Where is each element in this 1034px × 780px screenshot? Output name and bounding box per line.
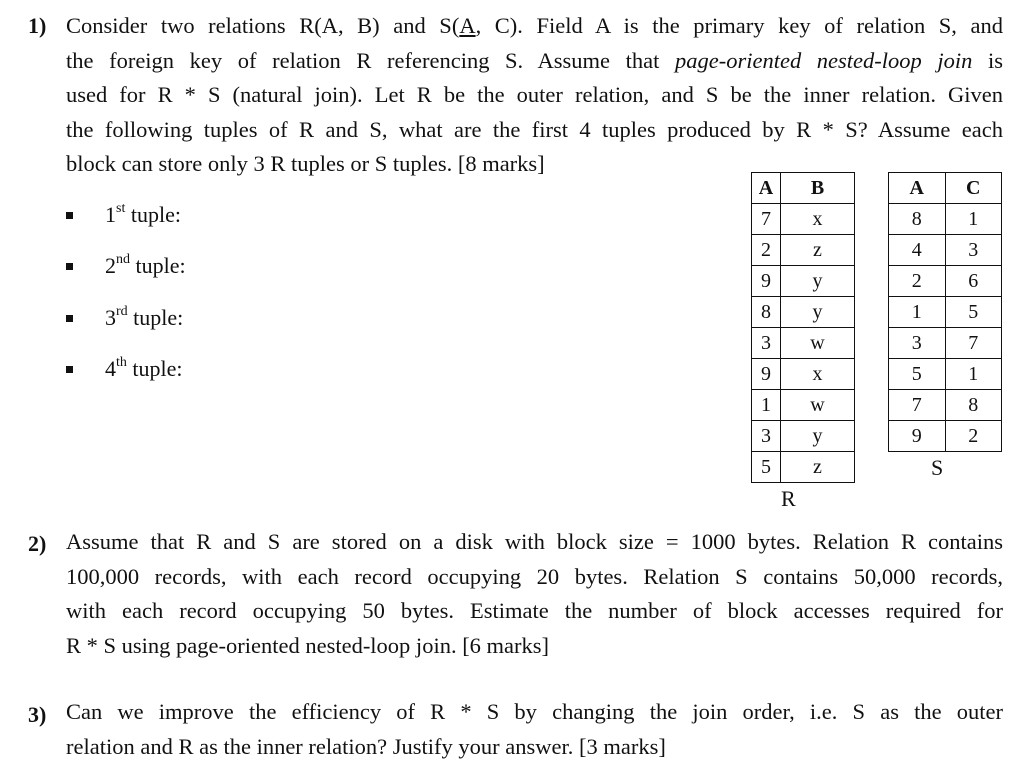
q1-line-5: block can store only 3 R tuples or S tuples. [8 marks] — [66, 151, 545, 176]
tuple-2-sup: nd — [116, 251, 130, 267]
relation-s-cell-c: 1 — [945, 359, 1002, 390]
relation-r-header-a: A — [752, 173, 781, 204]
tuple-1-label — [105, 202, 181, 228]
q1-text — [66, 9, 1003, 182]
relation-r-cell-b: z — [781, 452, 855, 483]
relation-r-cell-a: 7 — [752, 204, 781, 235]
relation-s-row — [889, 328, 1002, 359]
relation-r-row — [752, 328, 855, 359]
relation-r-cell-a: 9 — [752, 359, 781, 390]
relation-r-row — [752, 421, 855, 452]
tuple-2-ord: 2 — [105, 253, 116, 278]
relation-r-cell-b: y — [781, 266, 855, 297]
relation-s-cell-c: 7 — [945, 328, 1002, 359]
bullet-icon — [66, 263, 73, 270]
relation-r-cell-b: w — [781, 328, 855, 359]
relation-r-cell-a: 8 — [752, 297, 781, 328]
tuple-3-ord: 3 — [105, 305, 116, 330]
relation-s-cell-a: 1 — [889, 297, 946, 328]
bullet-icon — [66, 366, 73, 373]
relation-r-body — [752, 204, 855, 483]
relation-r-row — [752, 390, 855, 421]
q2-line-1: Assume that R and S are stored on a disk with block size = 1000 bytes. Relation R contains — [66, 529, 1003, 554]
q1-line-4: the following tuples of R and S, what are the first 4 tuples produced by R * S? Assume each — [66, 116, 1003, 142]
tuple-4-label — [105, 356, 183, 382]
relation-r-cell-a: 1 — [752, 390, 781, 421]
relation-s-cell-a: 9 — [889, 421, 946, 452]
relation-s-cell-c: 6 — [945, 266, 1002, 297]
q1-line-2-head: the foreign key of relation R referencing S. Assume that — [66, 47, 675, 73]
relation-r-cell-a: 5 — [752, 452, 781, 483]
tuple-4-sup: th — [116, 354, 127, 370]
relation-s-body — [889, 204, 1002, 452]
relation-s-header-a: A — [889, 173, 946, 204]
tuple-4-text: tuple: — [126, 356, 183, 381]
relation-s-row — [889, 421, 1002, 452]
relation-r-row — [752, 297, 855, 328]
q3-line-1: Can we improve the efficiency of R * S by changing the join order, i.e. S as the outer — [66, 699, 1003, 724]
q1-line-2 — [66, 44, 1003, 79]
tuple-1-text: tuple: — [125, 202, 181, 227]
primary-key-underline: A — [459, 13, 476, 38]
relation-r-table — [751, 172, 855, 483]
relation-s-caption: S — [931, 455, 944, 480]
relation-r-row — [752, 235, 855, 266]
relation-s-table — [888, 172, 1002, 452]
relation-s-cell-a: 5 — [889, 359, 946, 390]
tuple-3-sup: rd — [116, 303, 128, 319]
tuple-2-text: tuple: — [130, 253, 186, 278]
relation-s-cell-c: 8 — [945, 390, 1002, 421]
q1-line-1: Consider two relations R(A, B) and S(A, C). Field A is the primary key of relation S, and — [66, 13, 1003, 38]
relation-r-cell-a: 9 — [752, 266, 781, 297]
q1-italic-term: page-oriented nested-loop join — [674, 47, 973, 73]
bullet-icon — [66, 212, 73, 219]
q1-number: 1) — [28, 13, 47, 38]
relation-r-caption: R — [781, 486, 796, 511]
relation-r-header-b: B — [781, 173, 855, 204]
relation-r-cell-b: x — [781, 359, 855, 390]
relation-s-row — [889, 266, 1002, 297]
relation-s-cell-a: 8 — [889, 204, 946, 235]
relation-s-header-c: C — [945, 173, 1002, 204]
q2-line-4: R * S using page-oriented nested-loop join. [6 marks] — [66, 632, 550, 658]
q3-number: 3) — [28, 702, 47, 727]
relation-s-cell-c: 3 — [945, 235, 1002, 266]
tuple-1-ord: 1 — [105, 202, 116, 227]
tuple-2-label — [105, 253, 186, 279]
relation-r-cell-b: y — [781, 421, 855, 452]
relation-s-row — [889, 297, 1002, 328]
tuple-3-label — [105, 305, 183, 331]
q2-line-3: with each record occupying 50 bytes. Estimate the number of block accesses required for — [66, 598, 1003, 623]
q3-text — [66, 695, 1003, 764]
relation-r-cell-b: z — [781, 235, 855, 266]
relation-r-row — [752, 452, 855, 483]
bullet-icon — [66, 315, 73, 322]
tuple-3-text: tuple: — [127, 305, 184, 330]
relation-r-row — [752, 359, 855, 390]
relation-s-cell-c: 1 — [945, 204, 1002, 235]
relation-r-cell-b: w — [781, 390, 855, 421]
q2-line-2: 100,000 records, with each record occupying 20 bytes. Relation S contains 50,000 records, — [66, 563, 1003, 589]
relation-s-header-row — [889, 173, 1002, 204]
relation-r-cell-a: 3 — [752, 328, 781, 359]
tuple-4-ord: 4 — [105, 356, 116, 381]
relation-s-cell-a: 4 — [889, 235, 946, 266]
q1-line-2-tail: is — [972, 47, 1003, 73]
q2-text — [66, 525, 1003, 663]
relation-r-row — [752, 204, 855, 235]
relation-s-cell-a: 3 — [889, 328, 946, 359]
relation-s-row — [889, 204, 1002, 235]
relation-r-cell-a: 2 — [752, 235, 781, 266]
q2-number: 2) — [28, 531, 47, 556]
relation-s-cell-c: 2 — [945, 421, 1002, 452]
relation-s-row — [889, 235, 1002, 266]
relation-r-cell-b: y — [781, 297, 855, 328]
q3-line-2: relation and R as the inner relation? Justify your answer. [3 marks] — [66, 733, 666, 759]
relation-r-cell-b: x — [781, 204, 855, 235]
tuple-1-sup: st — [116, 200, 126, 216]
relation-s-cell-a: 7 — [889, 390, 946, 421]
relation-s-row — [889, 359, 1002, 390]
relation-r-cell-a: 3 — [752, 421, 781, 452]
relation-r-header-row — [752, 173, 855, 204]
relation-s-row — [889, 390, 1002, 421]
relation-r-row — [752, 266, 855, 297]
relation-s-cell-c: 5 — [945, 297, 1002, 328]
relation-s-cell-a: 2 — [889, 266, 946, 297]
q1-line-3: used for R * S (natural join). Let R be the outer relation, and S be the inner relation. Given — [66, 82, 1003, 107]
